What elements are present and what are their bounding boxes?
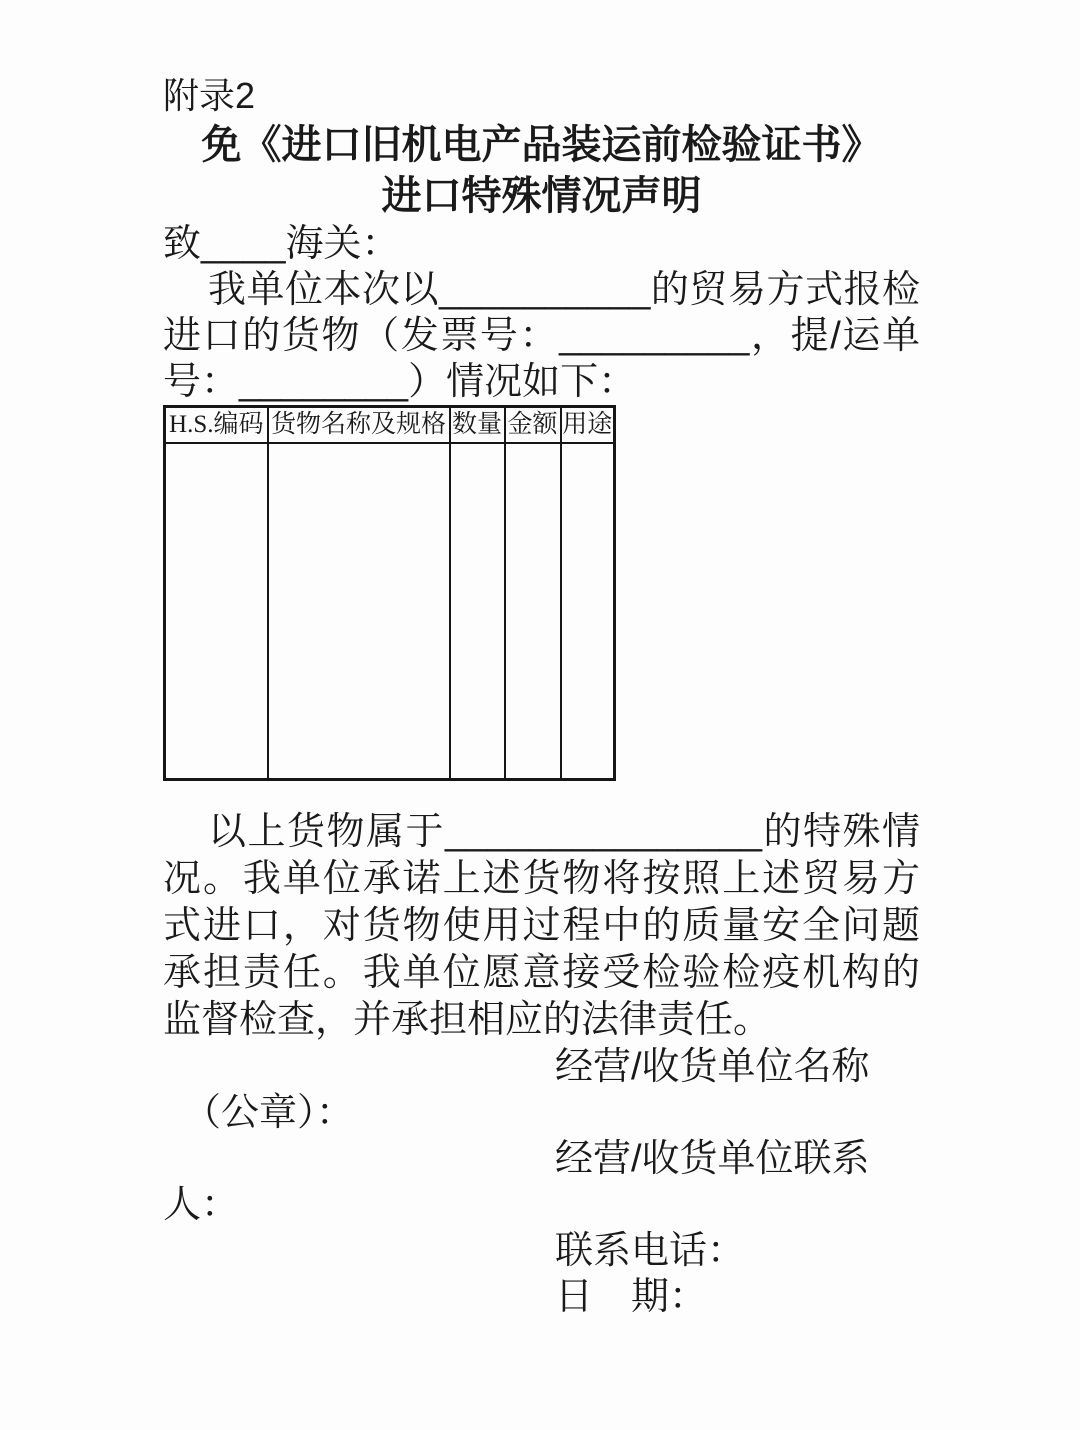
paragraph2-line3: 式进口，对货物使用过程中的质量安全问题: [163, 905, 920, 947]
signature-phone-label: 联系电话：: [555, 1230, 746, 1272]
empty-cell-quantity: [450, 443, 505, 780]
column-header-amount: 金额: [505, 407, 561, 444]
empty-cell-amount: [505, 443, 561, 780]
document-title-line2: 进口特殊情况声明: [381, 174, 702, 218]
signature-block: [163, 1044, 920, 1320]
column-header-hs-code: H.S.编码: [165, 407, 268, 444]
empty-cell-hs-code: [165, 443, 268, 780]
empty-cell-goods-name-spec: [268, 443, 450, 780]
column-header-quantity: 数量: [450, 407, 505, 444]
paragraph2-line2: 况。我单位承诺上述货物将按照上述贸易方: [163, 858, 920, 900]
salutation-line: 致____海关：: [163, 223, 400, 265]
column-header-goods-name-spec: 货物名称及规格: [268, 407, 450, 444]
signature-date-label: 日 期：: [555, 1276, 708, 1318]
goods-table: [163, 405, 616, 781]
column-header-usage: 用途: [561, 407, 615, 444]
empty-cell-usage: [561, 443, 615, 780]
paragraph1-line2: 进口的货物（发票号：_________，提/运单: [163, 315, 920, 357]
appendix-label: 附录2: [163, 75, 256, 116]
signature-unit-name-label: 经营/收货单位名称: [555, 1046, 870, 1088]
paragraph2-line1: 以上货物属于_______________的特殊情: [208, 811, 920, 853]
document-title-line1: 免《进口旧机电产品装运前检验证书》: [201, 123, 882, 167]
signature-contact-person-wrap: 人：: [163, 1184, 240, 1226]
paragraph2-line4: 承担责任。我单位愿意接受检验检疫机构的: [163, 952, 920, 994]
paragraph-commitment: [163, 809, 920, 1044]
paragraph1-line3: 号：________）情况如下：: [163, 361, 637, 403]
goods-table-empty-row: [165, 443, 615, 780]
paragraph1-line1: 我单位本次以__________的贸易方式报检: [208, 269, 920, 311]
signature-unit-contact-label: 经营/收货单位联系: [555, 1138, 870, 1180]
signature-official-seal-label: （公章）：: [183, 1092, 355, 1134]
paragraph2-line5: 监督检查，并承担相应的法律责任。: [163, 999, 772, 1041]
goods-table-header-row: [165, 407, 615, 444]
paragraph-declaration: [163, 267, 920, 405]
